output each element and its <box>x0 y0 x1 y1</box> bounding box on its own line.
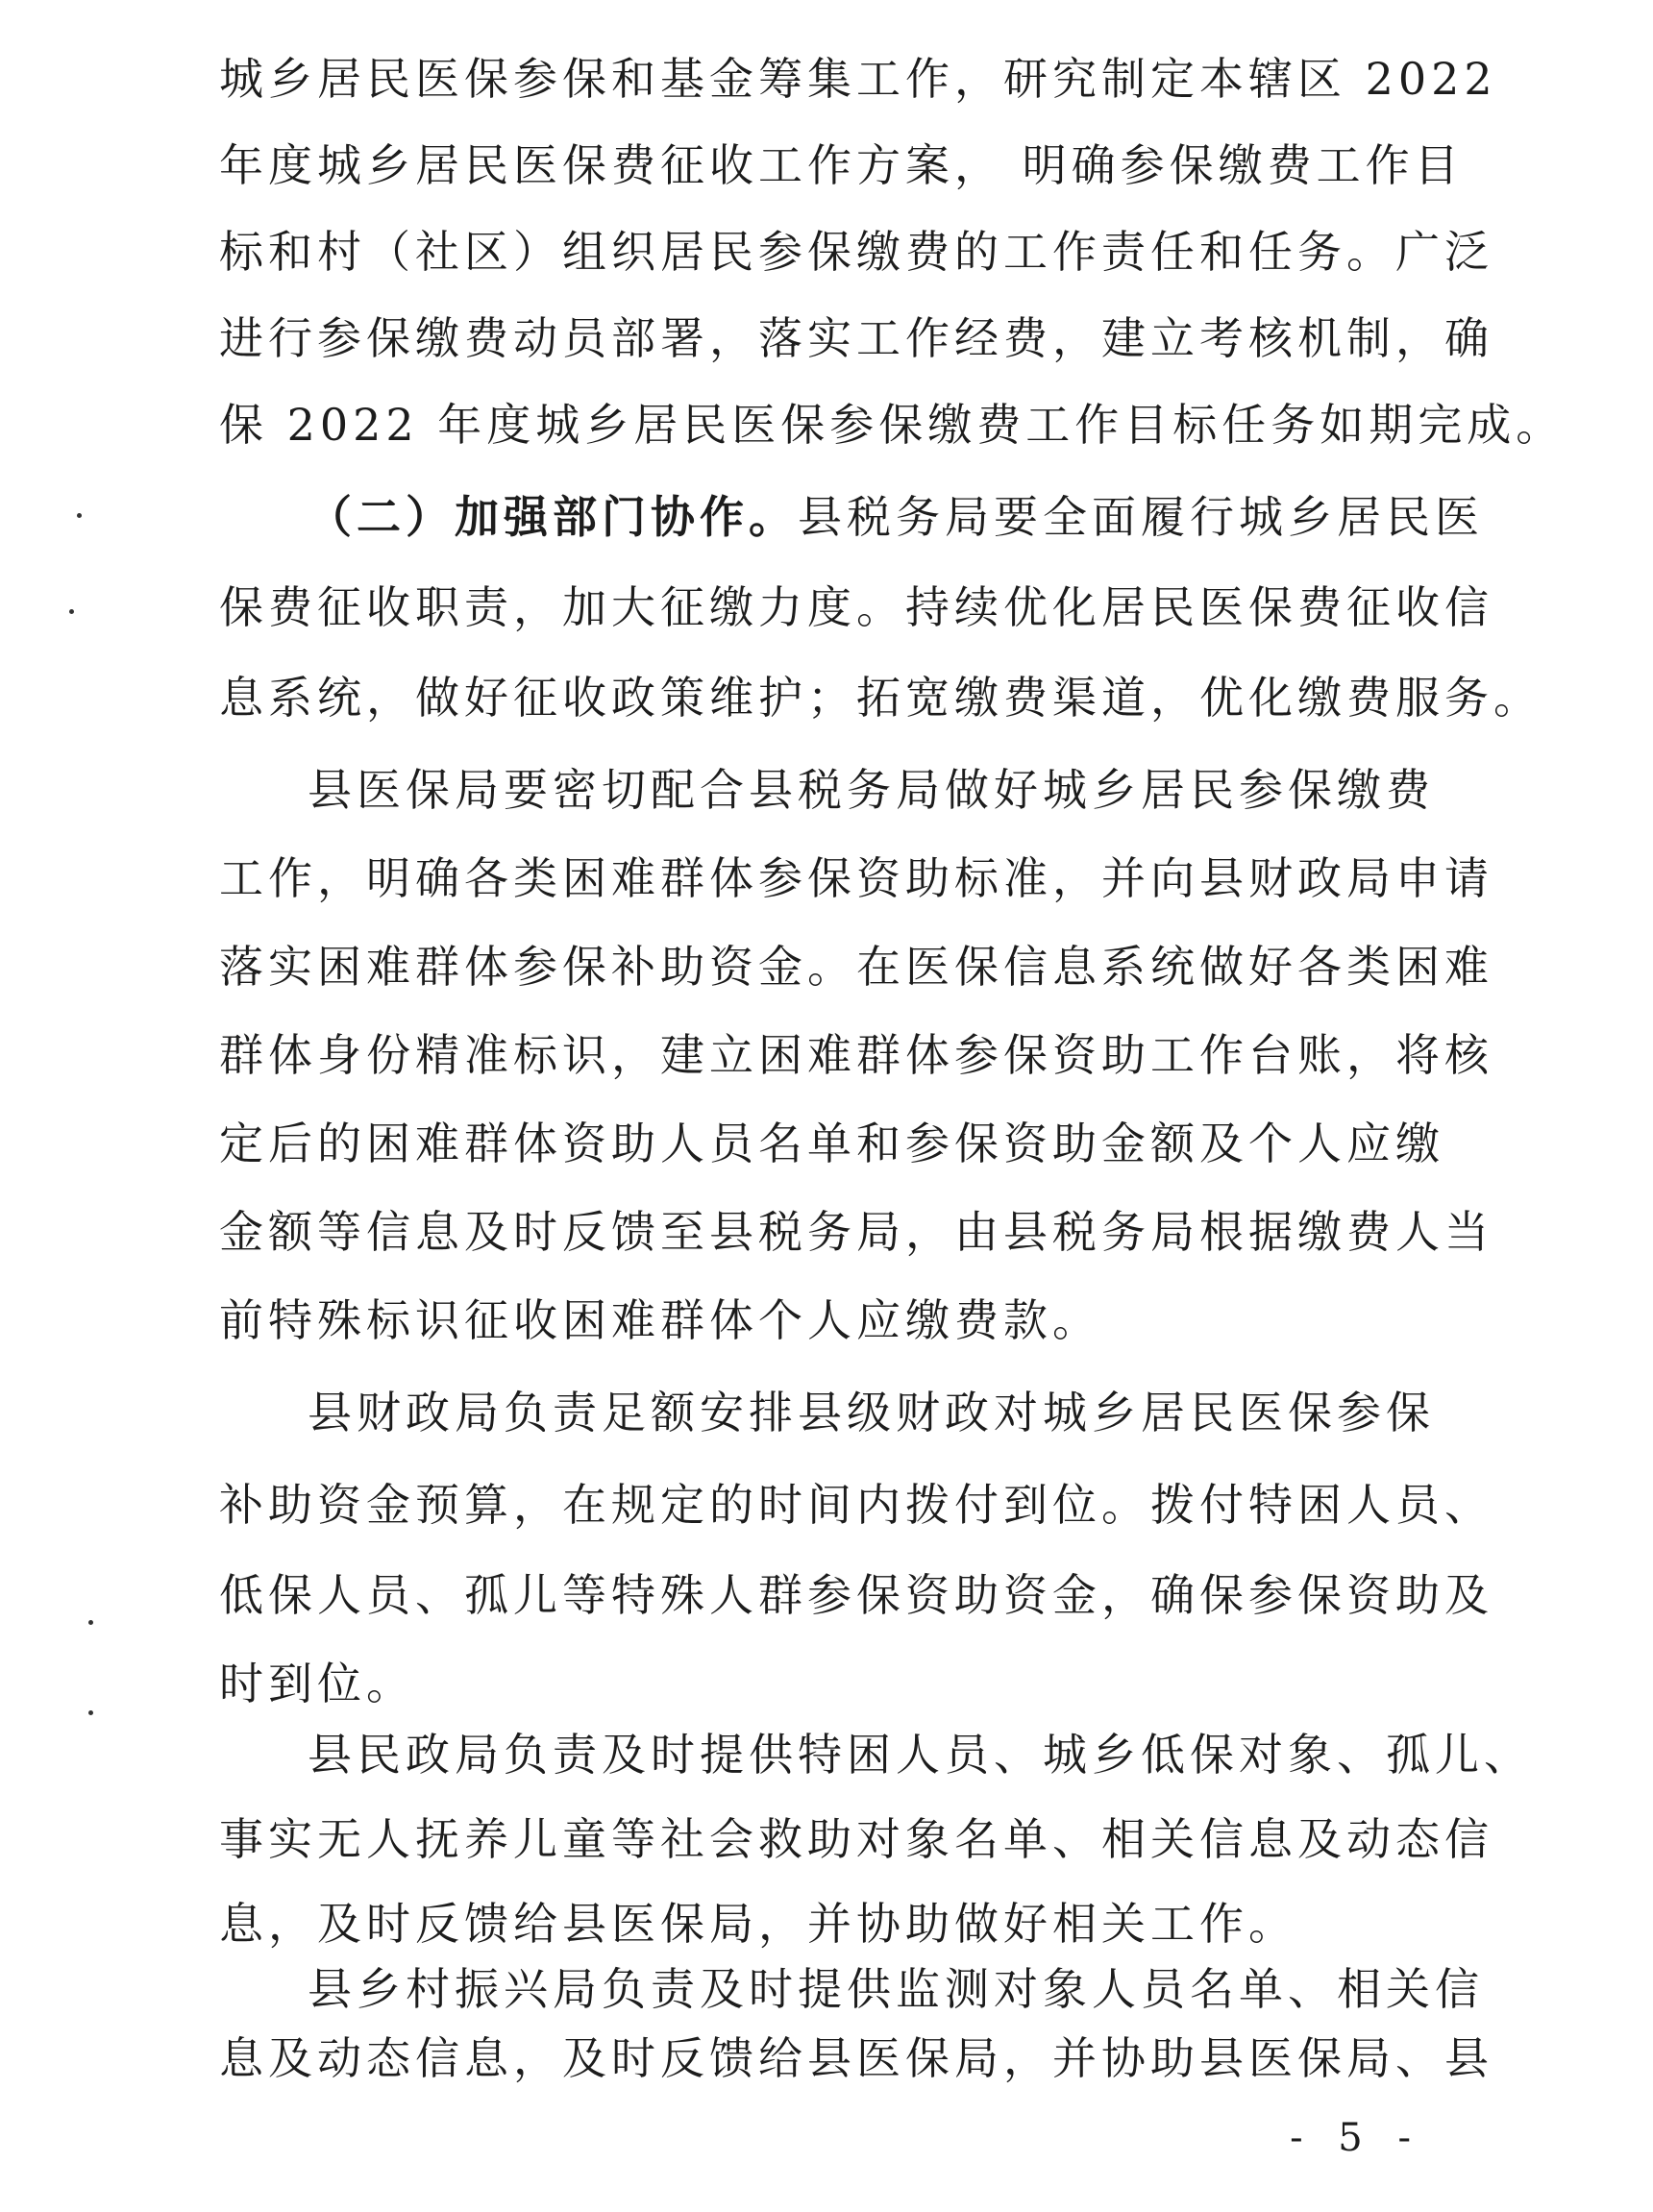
paragraph-1-line-4: 进行参保缴费动员部署，落实工作经费，建立考核机制，确 <box>219 312 1493 364</box>
paragraph-6-line-2: 息及动态信息，及时反馈给县医保局，并协助县医保局、县 <box>219 2032 1493 2084</box>
paragraph-5-line-2: 事实无人抚养儿童等社会救助对象名单、相关信息及动态信 <box>219 1813 1493 1865</box>
paragraph-2-line-2: 保费征收职责，加大征缴力度。持续优化居民医保费征收信 <box>219 581 1493 633</box>
paragraph-3-line-2: 工作，明确各类困难群体参保资助标准，并向县财政局申请 <box>219 852 1493 904</box>
margin-mark <box>77 513 82 518</box>
paragraph-3-line-3: 落实困难群体参保补助资金。在医保信息系统做好各类困难 <box>219 941 1493 993</box>
paragraph-4-line-2: 补助资金预算，在规定的时间内拨付到位。拨付特困人员、 <box>219 1479 1493 1531</box>
paragraph-3-line-5: 定后的困难群体资助人员名单和参保资助金额及个人应缴 <box>219 1118 1444 1169</box>
paragraph-5-line-3: 息，及时反馈给县医保局，并协助做好相关工作。 <box>219 1898 1297 1950</box>
section-heading: （二）加强部门协作。 <box>308 491 798 543</box>
paragraph-3-line-1: 县医保局要密切配合县税务局做好城乡居民参保缴费 <box>308 764 1435 816</box>
paragraph-5-line-1: 县民政局负责及时提供特困人员、城乡低保对象、孤儿、 <box>308 1729 1533 1781</box>
paragraph-3-line-4: 群体身份精准标识，建立困难群体参保资助工作台账，将核 <box>219 1029 1493 1081</box>
margin-mark <box>88 1710 93 1715</box>
paragraph-6-line-1: 县乡村振兴局负责及时提供监测对象人员名单、相关信 <box>308 1963 1484 2015</box>
paragraph-1-line-5: 保 2022 年度城乡居民医保参保缴费工作目标任务如期完成。 <box>219 399 1566 451</box>
paragraph-1-line-2: 年度城乡居民医保费征收工作方案， 明确参保缴费工作目 <box>219 139 1464 191</box>
paragraph-3-line-7: 前特殊标识征收困难群体个人应缴费款。 <box>219 1294 1101 1346</box>
paragraph-3-line-6: 金额等信息及时反馈至县税务局，由县税务局根据缴费人当 <box>219 1206 1493 1258</box>
paragraph-4-line-3: 低保人员、孤儿等特殊人群参保资助资金，确保参保资助及 <box>219 1569 1493 1621</box>
paragraph-2-line-3: 息系统，做好征收政策维护；拓宽缴费渠道，优化缴费服务。 <box>219 672 1542 724</box>
paragraph-4-line-1: 县财政局负责足额安排县级财政对城乡居民医保参保 <box>308 1387 1435 1438</box>
paragraph-4-line-4: 时到位。 <box>219 1658 415 1709</box>
page-number: - 5 - <box>1290 2116 1422 2160</box>
margin-mark <box>88 1620 93 1625</box>
paragraph-2-line-1 <box>308 488 1484 546</box>
paragraph-1-line-1: 城乡居民医保参保和基金筹集工作，研究制定本辖区 2022 <box>219 53 1497 105</box>
margin-mark <box>69 609 74 614</box>
paragraph-1-line-3: 标和村（社区）组织居民参保缴费的工作责任和任务。广泛 <box>219 226 1493 278</box>
paragraph-2-first-line-text: 县税务局要全面履行城乡居民医 <box>798 491 1484 543</box>
